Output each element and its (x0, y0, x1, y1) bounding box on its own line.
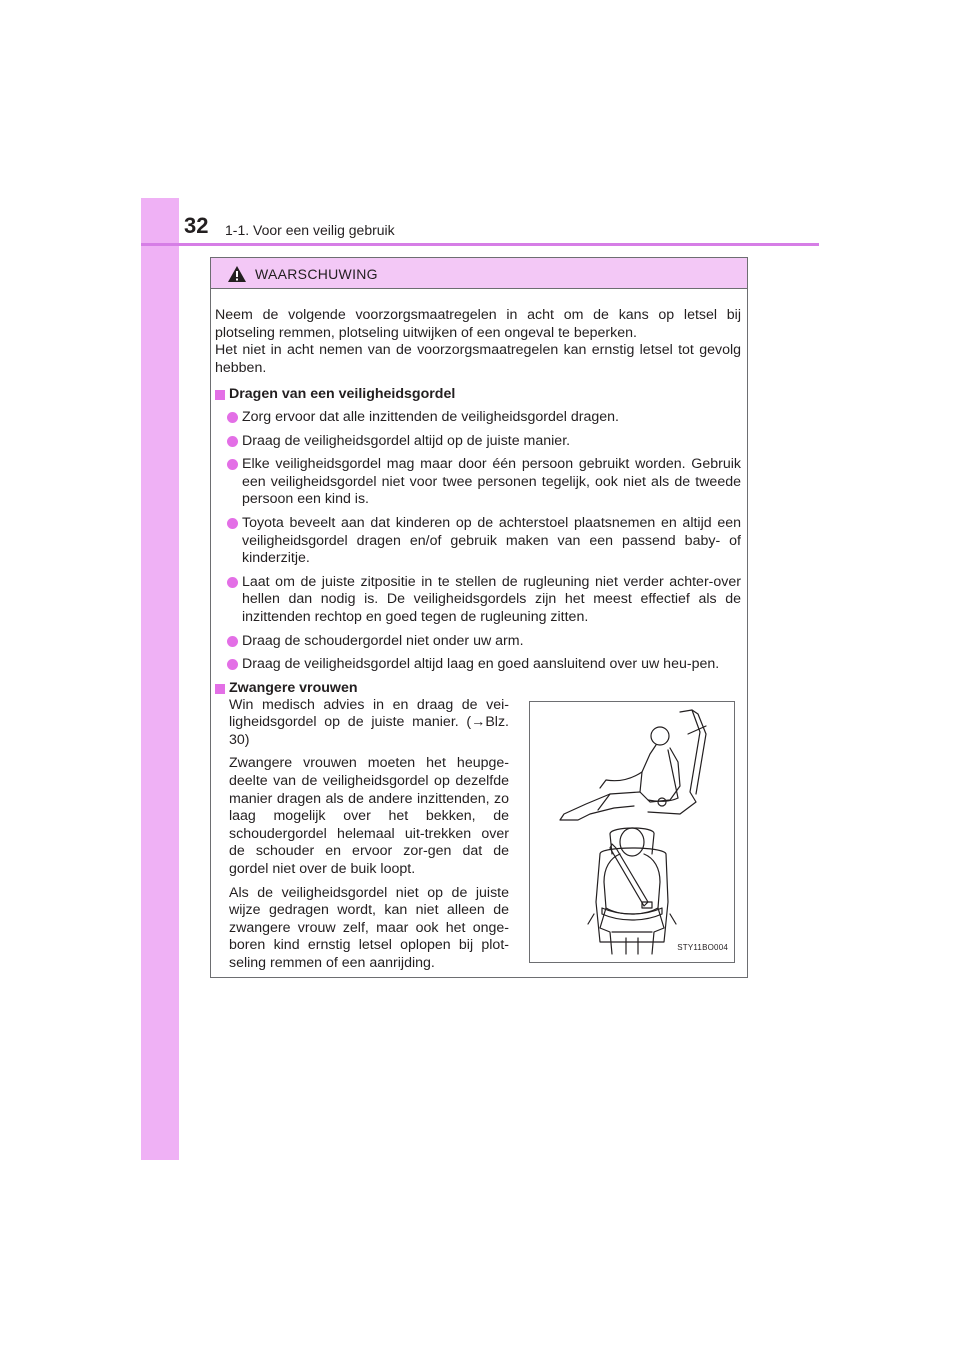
list-item-text: Elke veiligheidsgordel mag maar door één persoon gebruikt worden. Gebruik een veiligheidsgordel niet voor twee personen tegelijk, ook niet als de tweede persoon een kind is. (242, 456, 741, 508)
list-item-text: Zorg ervoor dat alle inzittenden de veiligheidsgordel dragen. (242, 408, 619, 425)
list-item (215, 633, 741, 651)
square-bullet-icon (215, 390, 225, 400)
list-item-text: Toyota beveelt aan dat kinderen op de achterstoel plaatsnemen en altijd een veiligheidsgordel dragen en/of gebruik maken van een passend baby- of kinderzitje. (242, 514, 741, 567)
warning-intro-1: Neem de volgende voorzorgsmaatregelen in acht om de kans op letsel bij plotseling remmen, plotseling uitwijken of een ongeval te beperken. (215, 307, 741, 341)
list-item (215, 409, 741, 427)
warning-box (210, 257, 748, 978)
pregnant-paragraph: Als de veiligheidsgordel niet op de juiste wijze gedragen wordt, kan niet alleen de zwangere vrouw zelf, maar ook het onge-boren kind ernstig letsel oplopen bij plot-seling remmen of een aanrijding. (229, 884, 509, 971)
warning-label: WAARSCHUWING (255, 266, 378, 282)
section-heading-pregnant (215, 680, 741, 698)
pregnant-text (229, 697, 509, 979)
header-divider (141, 243, 819, 246)
section-heading-seatbelt (215, 386, 741, 404)
round-bullet-icon (227, 659, 238, 670)
warning-intro-2: Het niet in acht nemen van de voorzorgsmaatregelen kan ernstig letsel tot gevolg hebben. (215, 342, 741, 376)
list-item (215, 433, 741, 451)
round-bullet-icon (227, 436, 238, 447)
list-item-text: Draag de veiligheidsgordel altijd laag en goed aansluitend over uw heu-pen. (242, 656, 720, 673)
side-tab-strip (141, 198, 179, 1160)
square-bullet-icon (215, 684, 225, 694)
list-item-text: Draag de veiligheidsgordel altijd op de juiste manier. (242, 432, 571, 449)
page-number: 32 (184, 213, 209, 238)
round-bullet-icon (227, 412, 238, 423)
warning-triangle-icon (227, 265, 247, 283)
round-bullet-icon (227, 636, 238, 647)
round-bullet-icon (227, 577, 238, 588)
illustration-graphic (530, 702, 734, 962)
warning-content (215, 307, 741, 971)
pregnant-seatbelt-illustration (529, 701, 735, 963)
list-item (215, 656, 741, 674)
figure-code: STY11BO004 (677, 943, 728, 953)
section-heading-text: Zwangere vrouwen (229, 679, 358, 696)
list-item (215, 515, 741, 568)
list-item (215, 456, 741, 509)
list-item-text: Laat om de juiste zitpositie in te stellen de rugleuning niet verder achter-over hellen dan nodig is. De veiligheidsgordels zijn het meest effectief als de inzittenden rechtop en goed tegen de rugleuning zitten. (242, 573, 741, 625)
pregnant-paragraph: Zwangere vrouwen moeten het heupge-deelte van de veiligheidsgordel op dezelfde manier dragen als de andere inzittenden, zo laag mogelijk over het bekken, de schoudergordel helemaal uit-trekken over de schouder en ervoor zor-gen dat de gordel niet over de buik loopt. (229, 755, 509, 878)
pregnant-section (215, 679, 741, 971)
pregnant-paragraph: Win medisch advies in en draag de vei-ligheidsgordel op de juiste manier. (→Blz. 30) (229, 696, 509, 748)
section-title: 1-1. Voor een veilig gebruik (225, 222, 395, 238)
list-item (215, 574, 741, 627)
section-heading-text: Dragen van een veiligheidsgordel (229, 386, 456, 403)
round-bullet-icon (227, 518, 238, 529)
warning-header (211, 258, 747, 289)
round-bullet-icon (227, 459, 238, 470)
list-item-text: Draag de schoudergordel niet onder uw arm. (242, 632, 524, 649)
